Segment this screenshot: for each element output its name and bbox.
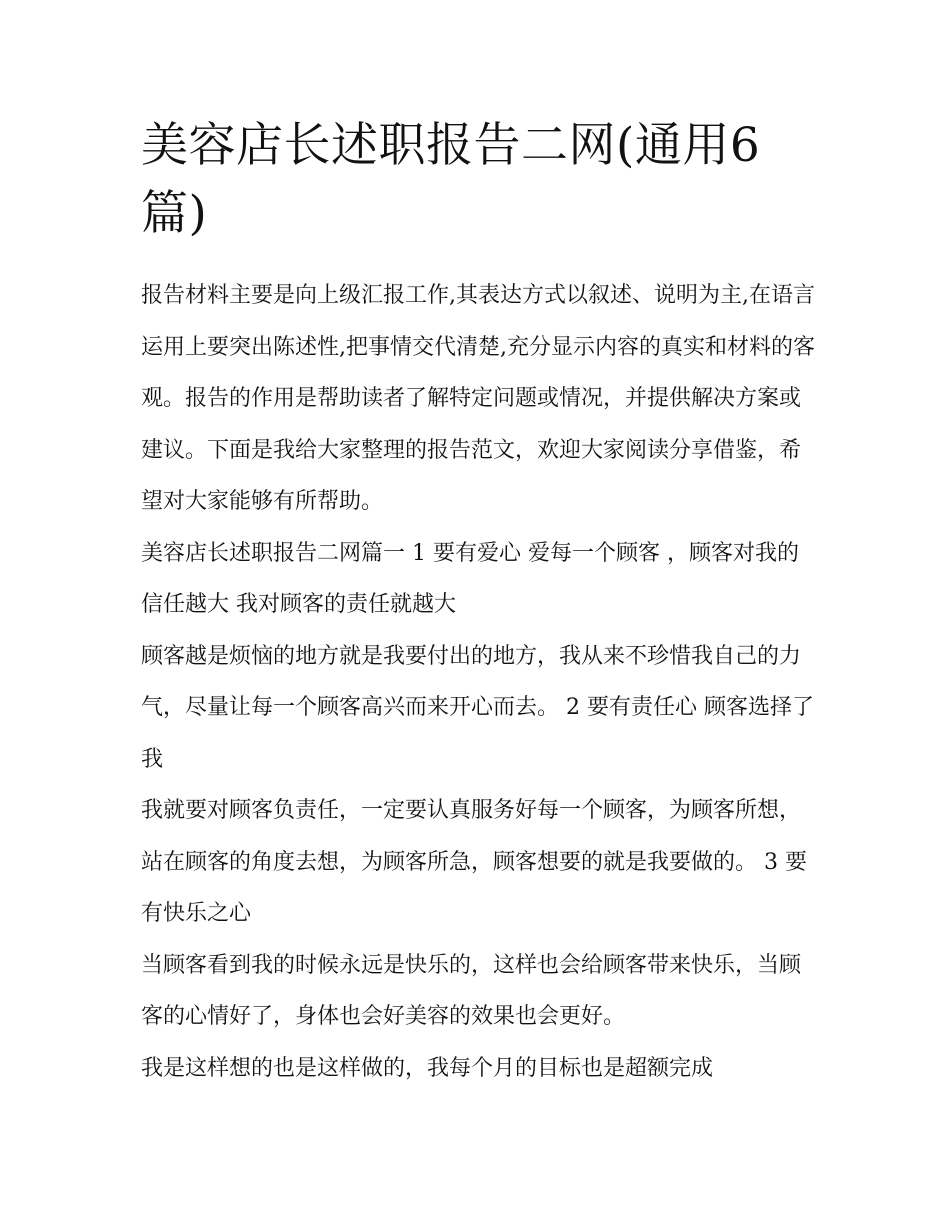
document-page <box>141 112 817 1094</box>
paragraph-closing: 我是这样想的也是这样做的，我每个月的目标也是超额完成 <box>141 1055 714 1081</box>
paragraph-section-1: 美容店长述职报告二网篇一 1 要有爱心 爱每一个顾客 ，顾客对我的信任越大 我对顾客的责任就越大 <box>141 540 799 617</box>
document-body <box>141 270 817 1094</box>
paragraph-section-2-detail: 我就要对顾客负责任，一定要认真服务好每一个顾客，为顾客所想，站在顾客的角度去想，为顾客所急，顾客想要的就是我要做的。 3 要有快乐之心 <box>141 798 807 926</box>
document-title: 美容店长述职报告二网(通用6篇) <box>141 118 761 241</box>
paragraph-section-3-detail: 当顾客看到我的时候永远是快乐的，这样也会给顾客带来快乐，当顾客的心情好了，身体也会好美容的效果也会更好。 <box>141 952 802 1029</box>
paragraph-intro: 报告材料主要是向上级汇报工作,其表达方式以叙述、说明为主,在语言运用上要突出陈述性,把事情交代清楚,充分显示内容的真实和材料的客观。报告的作用是帮助读者了解特定问题或情况，并提供解决方案或建议。下面是我给大家整理的报告范文，欢迎大家阅读分享借鉴，希望对大家能够有所帮助。 <box>141 283 815 514</box>
paragraph-section-1-detail: 顾客越是烦恼的地方就是我要付出的地方，我从来不珍惜我自己的力气，尽量让每一个顾客高兴而来开心而去。 2 要有责任心 顾客选择了我 <box>141 643 814 772</box>
